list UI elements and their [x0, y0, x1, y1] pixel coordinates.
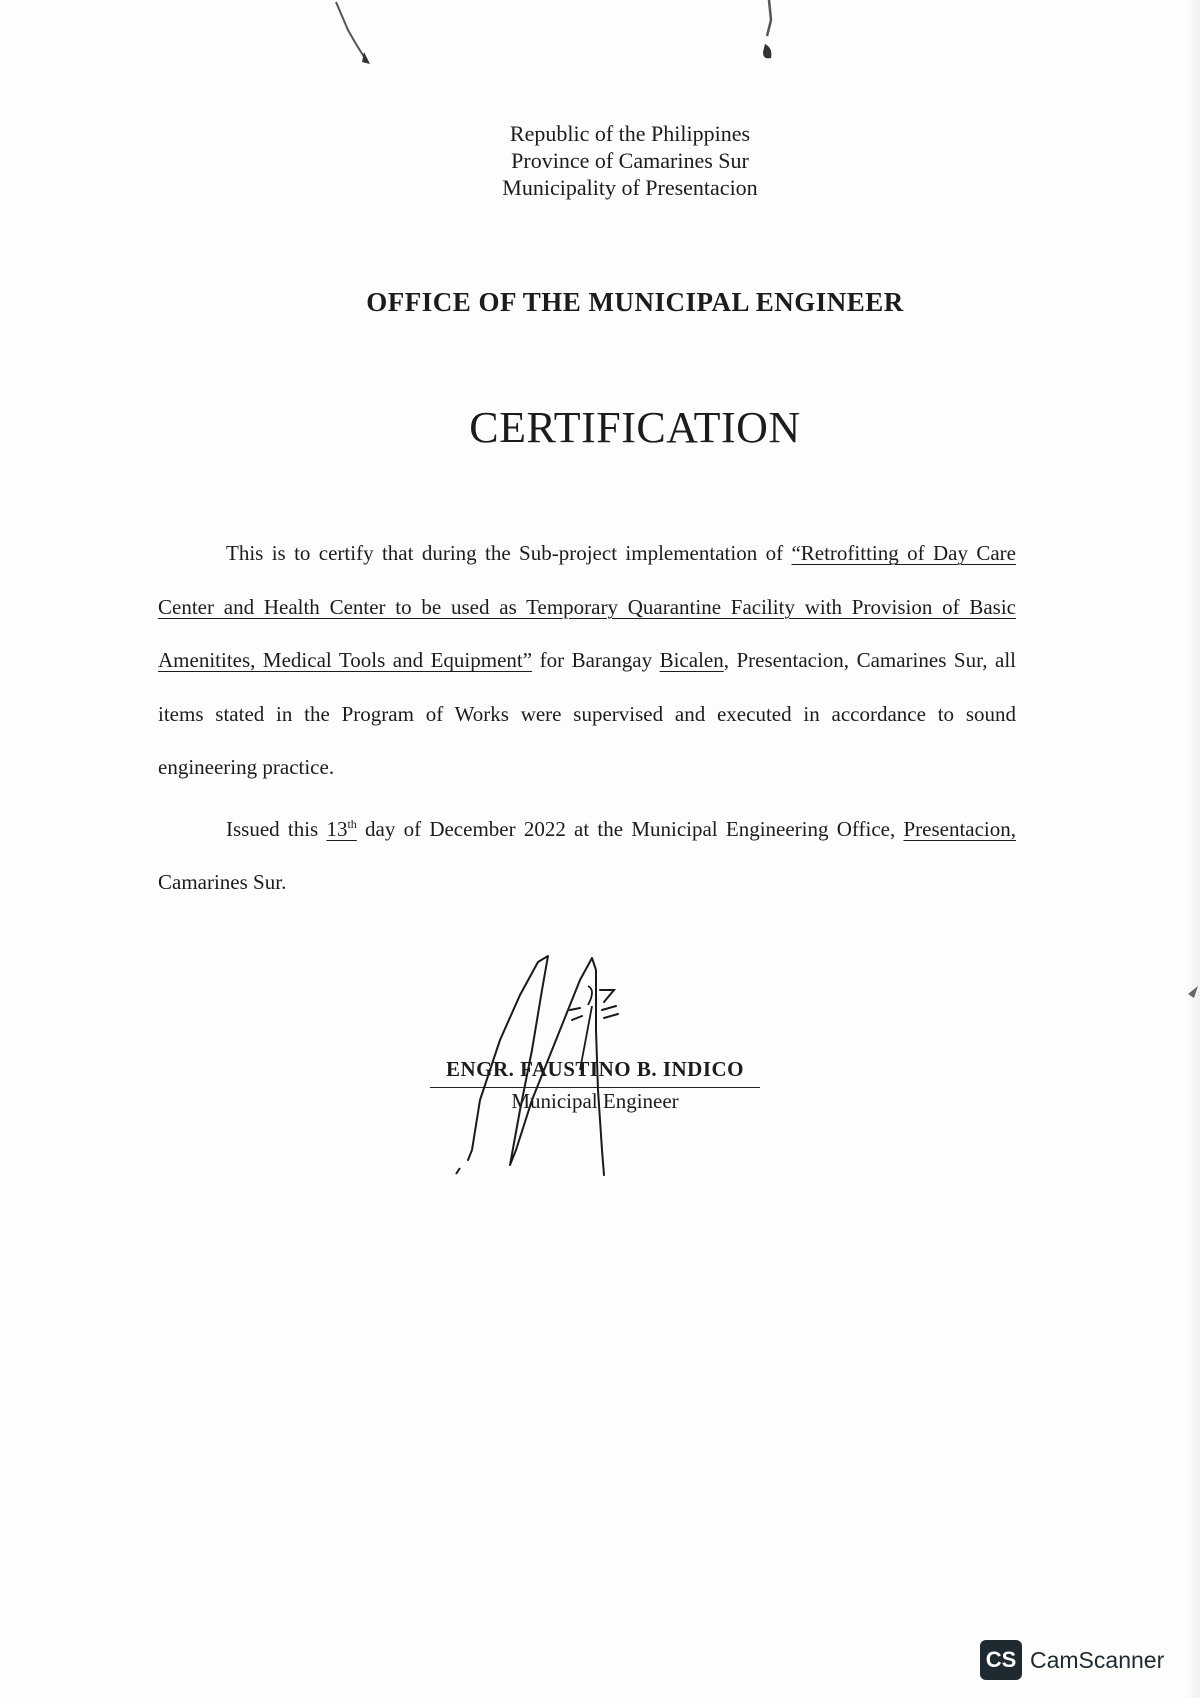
header-province: Province of Camarines Sur [511, 148, 749, 173]
certification-paragraph [158, 527, 1016, 795]
project-title: “Retrofitting of Day Care Center and Health Center to be used as Temporary Quarantine Facility with Provision of Basic Amenitites, Medical Tools and Equipment” [158, 541, 1016, 672]
issued-text: Issued this [226, 816, 327, 841]
camscanner-label: CamScanner [1030, 1646, 1165, 1673]
issue-day-suffix: th [347, 816, 357, 831]
document-title: CERTIFICATION [469, 403, 801, 452]
certification-rest: , Presentacion, Camarines Sur, all items stated in the Program of Works were supervised and executed in accordance to sound engineering practice. [158, 648, 1016, 779]
camscanner-watermark [980, 1638, 1164, 1682]
signatory-title: Municipal Engineer [511, 1089, 679, 1113]
camscanner-logo-icon: CS [980, 1640, 1022, 1680]
issue-day-number: 13 [326, 816, 348, 841]
office-title-wrapper [0, 287, 1200, 318]
issue-day [326, 817, 356, 841]
intro-text: This is to certify that during the Sub-project implementation of [226, 541, 792, 565]
page-mark-right [1188, 978, 1200, 1000]
certification-body [158, 527, 1016, 910]
staple-mark-right [755, 0, 785, 70]
barangay-name: Bicalen [659, 648, 724, 672]
office-title: OFFICE OF THE MUNICIPAL ENGINEER [366, 287, 904, 317]
handwritten-signature [420, 950, 780, 1180]
issue-date-rest: day of December 2022 at the Municipal Engineering Office, [356, 816, 904, 841]
letterhead [0, 120, 1200, 201]
issuance-paragraph [158, 803, 1016, 910]
issue-place-rest: Camarines Sur. [158, 870, 287, 894]
document-title-wrapper [0, 402, 1200, 453]
page-edge-shadow [1186, 0, 1200, 1698]
issue-place: Presentacion, [903, 816, 1016, 841]
signature-block [420, 950, 780, 1180]
staple-mark-left [330, 0, 380, 70]
barangay-prefix: for Barangay [532, 648, 660, 672]
header-municipality: Municipality of Presentacion [502, 175, 758, 200]
header-republic: Republic of the Philippines [509, 121, 751, 146]
signatory-name: ENGR. FAUSTINO B. INDICO [445, 1057, 745, 1081]
